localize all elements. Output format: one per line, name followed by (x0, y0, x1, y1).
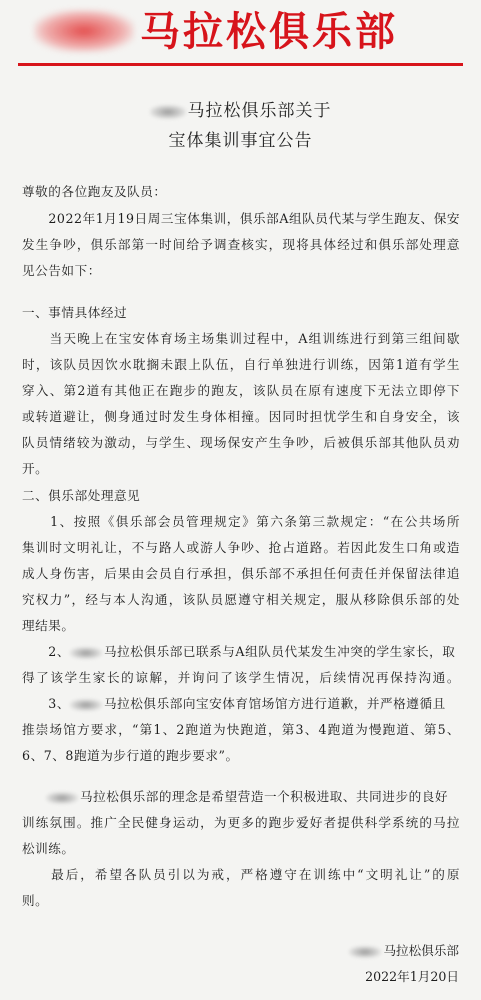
closing-line: 马拉松俱乐部的理念是希望营造一个积极进取、共同进步的良好 (22, 789, 460, 805)
intro-line: 发生争吵，俱乐部第一时间给予调查核实，现将具体经过和俱乐部处理意 (22, 237, 460, 252)
item-1-line: 成人身伤害，后果由会员自行承担，俱乐部不承担任何责任并保留法律追 (22, 566, 460, 581)
notice-title-line-2: 宝体集训事宜公告 (168, 131, 313, 151)
section-1-line: 穿入、第2道有其他正在跑步的跑友，该队员在原有速度下无法立即停下 (22, 383, 460, 398)
item-3-line: 3、 马拉松俱乐部向宝安体育馆场馆方进行道歉，并严格遵循且 (22, 696, 446, 711)
item-2-line: 2、 马拉松俱乐部已联系与A组队员代某发生冲突的学生家长，取 (22, 644, 456, 659)
intro-line: 见公告如下： (22, 263, 101, 278)
item-3-line: 6、7、8跑道为步行道的跑步要求”。 (22, 748, 239, 763)
intro-line: 2022年1月19日周三宝体集训，俱乐部A组队员代某与学生跑友、保安 (22, 211, 460, 226)
closing-line: 训练氛围。推广全民健身运动，为更多的跑步爱好者提供科学系统的马拉 (22, 815, 460, 830)
item-2-line: 得了该学生家长的谅解，并询问了该学生情况，后续情况再保持沟通。 (22, 670, 460, 685)
item-1-line: 1、按照《俱乐部会员管理规定》第六条第三款规定：“在公共场所 (22, 514, 460, 529)
final-line: 则。 (22, 893, 49, 908)
section-1-line: 当天晚上在宝安体育场主场集训过程中，A组训练进行到第三组间歇 (22, 331, 460, 346)
signature-org: 马拉松俱乐部 (349, 940, 459, 959)
item-1-line: 集训时文明礼让，不与路人或游人争吵、抢占道路。若因此发生口角或造 (22, 540, 460, 555)
closing-line: 松训练。 (22, 841, 75, 856)
item-3-line: 推崇场馆方要求，“第1、2跑道为快跑道，第3、4跑道为慢跑道、第5、 (22, 722, 460, 737)
blurred-logo (34, 10, 134, 52)
notice-title-line-1: 马拉松俱乐部关于 (0, 96, 481, 121)
section-1-line: 时，该队员因饮水耽搁未跟上队伍，自行单独进行训练，因第1道有学生 (22, 357, 460, 372)
section-1-line: 队员情绪较为激动，与学生、现场保安产生争吵，后被俱乐部其他队员劝 (22, 435, 460, 450)
blurred-name (150, 105, 186, 119)
blurred-name (70, 647, 102, 659)
final-line: 最后，希望各队员引以为戒，严格遵守在训练中“文明礼让”的原 (22, 867, 460, 882)
item-1-line: 理结果。 (22, 618, 75, 633)
section-1-line: 开。 (22, 461, 49, 476)
blurred-name (70, 699, 102, 711)
salutation: 尊敬的各位跑友及队员： (22, 184, 167, 199)
blurred-name (46, 792, 78, 804)
signature-date: 2022年1月20日 (365, 969, 459, 984)
section-2-heading: 二、俱乐部处理意见 (22, 488, 141, 503)
letterhead-club-name: 马拉松俱乐部 (140, 8, 398, 55)
section-1-line: 或转道避让，侧身通过时发生身体相撞。因同时担忧学生和自身安全，该 (22, 409, 460, 424)
section-1-heading: 一、事情具体经过 (22, 305, 128, 320)
letterhead-rule (18, 63, 463, 66)
blurred-name (349, 946, 381, 958)
item-1-line: 究权力”，经与本人沟通，该队员愿遵守相关规定，服从移除俱乐部的处 (22, 592, 460, 607)
letterhead (0, 0, 481, 68)
